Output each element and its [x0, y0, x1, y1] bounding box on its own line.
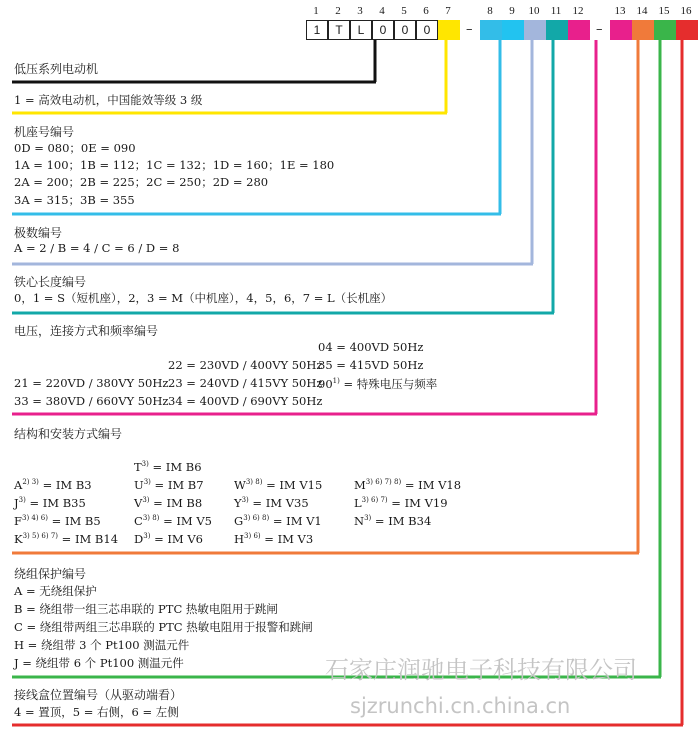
- position-number: 7: [445, 5, 451, 17]
- mounting-item: $F^{3) 4) 6)}$ = IM B5: [14, 514, 101, 528]
- code-box-8: [480, 20, 502, 40]
- code-box-5: 0: [394, 20, 416, 40]
- mounting-item: $U^{3)}$ = IM B7: [134, 478, 204, 492]
- position-number: 3: [357, 5, 363, 17]
- winding-line: C = 绕组带两组三芯串联的 PTC 热敏电阻用于报警和跳闸: [14, 620, 313, 634]
- poles-title: 极数编号: [14, 226, 63, 240]
- mounting-item: $N^{3)}$ = IM B34: [354, 514, 432, 528]
- mounting-item: $Y^{3)}$ = IM V35: [234, 496, 309, 510]
- code-box-9: [502, 20, 524, 40]
- watermark-company: 石家庄润驰电子科技有限公司: [325, 656, 637, 684]
- winding-line: H = 绕组带 3 个 Pt100 测温元件: [14, 638, 190, 652]
- mounting-item: $W^{3) 8)}$ = IM V15: [234, 478, 323, 492]
- position-number: 11: [550, 5, 562, 17]
- position-number: 16: [680, 5, 692, 17]
- voltage-code-special: $90^{1)}$ = 特殊电压与频率: [318, 377, 438, 391]
- winding-line: B = 绕组带一组三芯串联的 PTC 热敏电阻用于跳闸: [14, 602, 278, 616]
- winding-line: J = 绕组带 6 个 Pt100 测温元件: [14, 656, 184, 670]
- position-number: 14: [636, 5, 648, 17]
- voltage-title: 电压，连接方式和频率编号: [14, 324, 159, 338]
- frame-line: 0D = 080；0E = 090: [14, 141, 136, 155]
- mounting-item: $L^{3) 6) 7)}$ = IM V19: [354, 496, 448, 510]
- code-box-16: [676, 20, 698, 40]
- mounting-item: $C^{3) 8)}$ = IM V5: [134, 514, 212, 528]
- voltage-code: 04 = 400VD 50Hz: [318, 340, 424, 354]
- position-number: 5: [401, 5, 407, 17]
- position-number: 4: [379, 5, 385, 17]
- efficiency-line: 1 = 高效电动机，中国能效等级 3 级: [14, 93, 203, 107]
- position-number: 13: [614, 5, 626, 17]
- mounting-item: $A^{2) 3)}$ = IM B3: [14, 478, 92, 492]
- mounting-item: $H^{3) 6)}$ = IM V3: [234, 532, 314, 546]
- code-box-12: [568, 20, 590, 40]
- terminal-title: 接线盒位置编号（从驱动端看）: [14, 688, 183, 702]
- core-title: 铁心长度编号: [14, 275, 87, 289]
- watermark-url: sjzrunchi.cn.china.cn: [350, 694, 571, 718]
- frame-title: 机座号编号: [14, 125, 75, 139]
- voltage-code: 34 = 400VD / 690VY 50Hz: [168, 394, 323, 408]
- position-number: 1: [313, 5, 319, 17]
- code-box-7: [438, 20, 460, 40]
- winding-title: 绕组保护编号: [14, 567, 87, 581]
- poles-line: A = 2 / B = 4 / C = 6 / D = 8: [14, 241, 180, 255]
- mounting-item: $T^{3)}$ = IM B6: [134, 460, 202, 474]
- position-number: 15: [658, 5, 670, 17]
- position-number: 8: [487, 5, 493, 17]
- code-box-4: 0: [372, 20, 394, 40]
- code-box-2: T: [328, 20, 350, 40]
- winding-line: A = 无绕组保护: [14, 584, 97, 598]
- position-number: 2: [335, 5, 341, 17]
- frame-line: 1A = 100；1B = 112；1C = 132；1D = 160；1E = 180: [14, 158, 335, 172]
- voltage-code: 21 = 220VD / 380VY 50Hz: [14, 376, 169, 390]
- code-box-6: 0: [416, 20, 438, 40]
- voltage-code: 35 = 415VD 50Hz: [318, 358, 424, 372]
- voltage-code: 33 = 380VD / 660VY 50Hz: [14, 394, 169, 408]
- code-box-15: [654, 20, 676, 40]
- voltage-code: 23 = 240VD / 415VY 50Hz: [168, 376, 323, 390]
- motor-series-title: 低压系列电动机: [14, 62, 99, 76]
- code-box-11: [546, 20, 568, 40]
- code-box-1: 1: [306, 20, 328, 40]
- position-number: 9: [509, 5, 515, 17]
- code-box-10: [524, 20, 546, 40]
- code-box-14: [632, 20, 654, 40]
- separator-dash: –: [596, 22, 603, 37]
- terminal-line: 4 = 置顶，5 = 右侧，6 = 左侧: [14, 705, 179, 719]
- position-number: 6: [423, 5, 429, 17]
- core-line: 0，1 = S（短机座），2，3 = M（中机座），4，5，6，7 = L（长机座）: [14, 291, 393, 305]
- code-box-3: L: [350, 20, 372, 40]
- mounting-item: $J^{3)}$ = IM B35: [14, 496, 86, 510]
- separator-dash: –: [466, 22, 473, 37]
- position-number: 10: [528, 5, 540, 17]
- mounting-item: $V^{3)}$ = IM B8: [134, 496, 203, 510]
- mounting-item: $G^{3) 6) 8)}$ = IM V1: [234, 514, 322, 528]
- voltage-code: 22 = 230VD / 400VY 50Hz: [168, 358, 323, 372]
- frame-line: 2A = 200；2B = 225；2C = 250；2D = 280: [14, 175, 269, 189]
- position-number: 12: [572, 5, 584, 17]
- code-box-13: [610, 20, 632, 40]
- mounting-title: 结构和安装方式编号: [14, 427, 123, 441]
- mounting-item: $D^{3)}$ = IM V6: [134, 532, 203, 546]
- mounting-item: $K^{3) 5) 6) 7)}$ = IM B14: [14, 532, 119, 546]
- mounting-item: $M^{3) 6) 7) 8)}$ = IM V18: [354, 478, 462, 492]
- frame-line: 3A = 315；3B = 355: [14, 193, 135, 207]
